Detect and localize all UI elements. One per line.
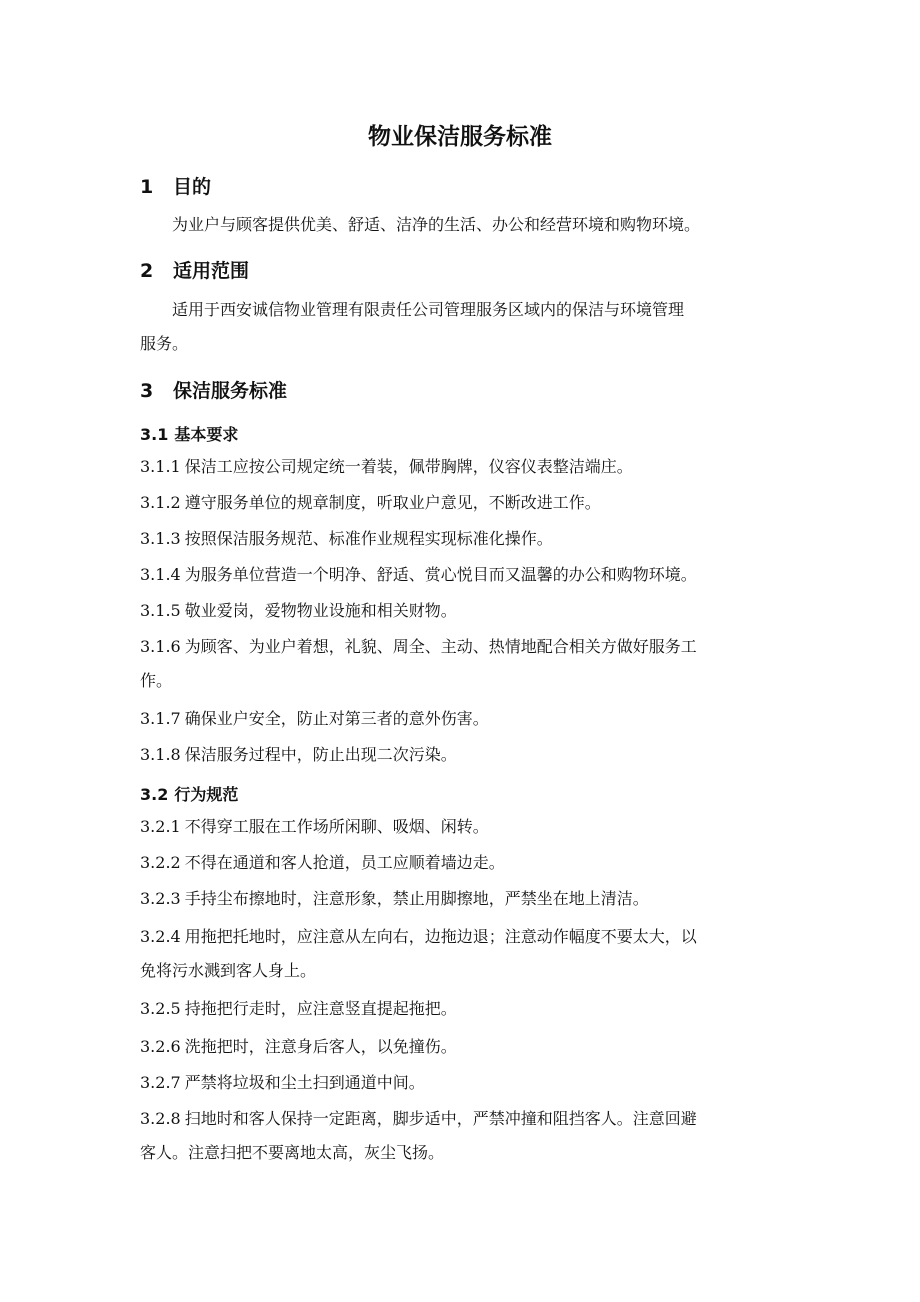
clause-number: 3.2.6 [140, 1037, 181, 1056]
clause-number: 3.1.4 [140, 565, 181, 584]
clause-3-2-2 [140, 846, 790, 880]
clause-3-1-4 [140, 558, 790, 592]
clause-text-continued: 客人。注意扫把不要离地太高，灰尘飞扬。 [140, 1143, 445, 1162]
clause-3-1-1 [140, 450, 790, 484]
clause-text: 洗拖把时，注意身后客人，以免撞伤。 [184, 1037, 457, 1056]
clause-number: 3.2.4 [140, 927, 181, 946]
clause-number: 3.1.7 [140, 709, 181, 728]
section-2-heading [140, 256, 249, 283]
paragraph-line: 适用于西安诚信物业管理有限责任公司管理服务区域内的保洁与环境管理 [172, 300, 685, 319]
clause-number: 3.2.5 [140, 999, 181, 1018]
clause-3-1-5 [140, 594, 790, 628]
clause-text: 遵守服务单位的规章制度，听取业户意见，不断改进工作。 [184, 493, 601, 512]
clause-3-1-7 [140, 702, 790, 736]
clause-text: 扫地时和客人保持一定距离，脚步适中，严禁冲撞和阻挡客人。注意回避 [184, 1109, 697, 1128]
section-number: 3 [140, 380, 154, 402]
clause-number: 3.1.2 [140, 493, 181, 512]
clause-number: 3.2.1 [140, 817, 181, 836]
clause-3-1-8 [140, 738, 790, 772]
clause-number: 3.2.3 [140, 889, 181, 908]
clause-3-2-7 [140, 1066, 790, 1100]
clause-number: 3.1.3 [140, 529, 181, 548]
clause-text-continued: 免将污水溅到客人身上。 [140, 961, 317, 980]
section-3-heading [140, 376, 287, 403]
section-1-heading [140, 172, 211, 199]
clause-number: 3.1.6 [140, 637, 181, 656]
subsection-3-1-heading [140, 422, 238, 445]
clause-3-2-4 [140, 920, 790, 988]
paragraph-line: 为业户与顾客提供优美、舒适、洁净的生活、办公和经营环境和购物环境。 [172, 215, 701, 234]
clause-number: 3.2.8 [140, 1109, 181, 1128]
clause-number: 3.1.5 [140, 601, 181, 620]
clause-3-1-2 [140, 486, 790, 520]
clause-3-1-3 [140, 522, 790, 556]
clause-text: 为服务单位营造一个明净、舒适、赏心悦目而又温馨的办公和购物环境。 [184, 565, 697, 584]
clause-number: 3.1.1 [140, 457, 181, 476]
section-number: 1 [140, 176, 154, 198]
clause-text: 严禁将垃圾和尘土扫到通道中间。 [184, 1073, 425, 1092]
clause-3-2-1 [140, 810, 790, 844]
clause-number: 3.1.8 [140, 745, 181, 764]
clause-3-2-8 [140, 1102, 790, 1170]
clause-text: 保洁工应按公司规定统一着装，佩带胸牌，仪容仪表整洁端庄。 [184, 457, 633, 476]
clause-text: 不得穿工服在工作场所闲聊、吸烟、闲转。 [184, 817, 489, 836]
clause-3-2-6 [140, 1030, 790, 1064]
page-title: 物业保洁服务标准 [368, 124, 552, 150]
clause-3-2-3 [140, 882, 790, 916]
subsection-title: 基本要求 [174, 425, 239, 444]
section-number: 2 [140, 260, 154, 282]
clause-number: 3.2.7 [140, 1073, 181, 1092]
clause-3-2-5 [140, 992, 790, 1026]
section-1-paragraph [172, 208, 822, 242]
subsection-title: 行为规范 [174, 785, 239, 804]
section-2-paragraph [140, 293, 790, 361]
clause-text: 为顾客、为业户着想，礼貌、周全、主动、热情地配合相关方做好服务工 [184, 637, 697, 656]
clause-text-continued: 作。 [140, 671, 173, 690]
subsection-3-2-heading [140, 782, 238, 805]
clause-3-1-6 [140, 630, 790, 698]
subsection-number: 3.2 [140, 785, 169, 804]
clause-text: 确保业户安全，防止对第三者的意外伤害。 [184, 709, 489, 728]
section-title: 适用范围 [173, 260, 250, 282]
clause-text: 按照保洁服务规范、标准作业规程实现标准化操作。 [184, 529, 553, 548]
paragraph-line: 服务。 [140, 334, 189, 353]
subsection-number: 3.1 [140, 425, 169, 444]
clause-text: 保洁服务过程中，防止出现二次污染。 [184, 745, 457, 764]
clause-text: 用拖把托地时，应注意从左向右，边拖边退；注意动作幅度不要太大，以 [184, 927, 697, 946]
section-title: 保洁服务标准 [173, 380, 288, 402]
clause-number: 3.2.2 [140, 853, 181, 872]
clause-text: 敬业爱岗，爱物物业设施和相关财物。 [184, 601, 457, 620]
clause-text: 手持尘布擦地时，注意形象，禁止用脚擦地，严禁坐在地上清洁。 [184, 889, 649, 908]
clause-text: 不得在通道和客人抢道，员工应顺着墙边走。 [184, 853, 505, 872]
section-title: 目的 [173, 176, 212, 198]
clause-text: 持拖把行走时，应注意竖直提起拖把。 [184, 999, 457, 1018]
